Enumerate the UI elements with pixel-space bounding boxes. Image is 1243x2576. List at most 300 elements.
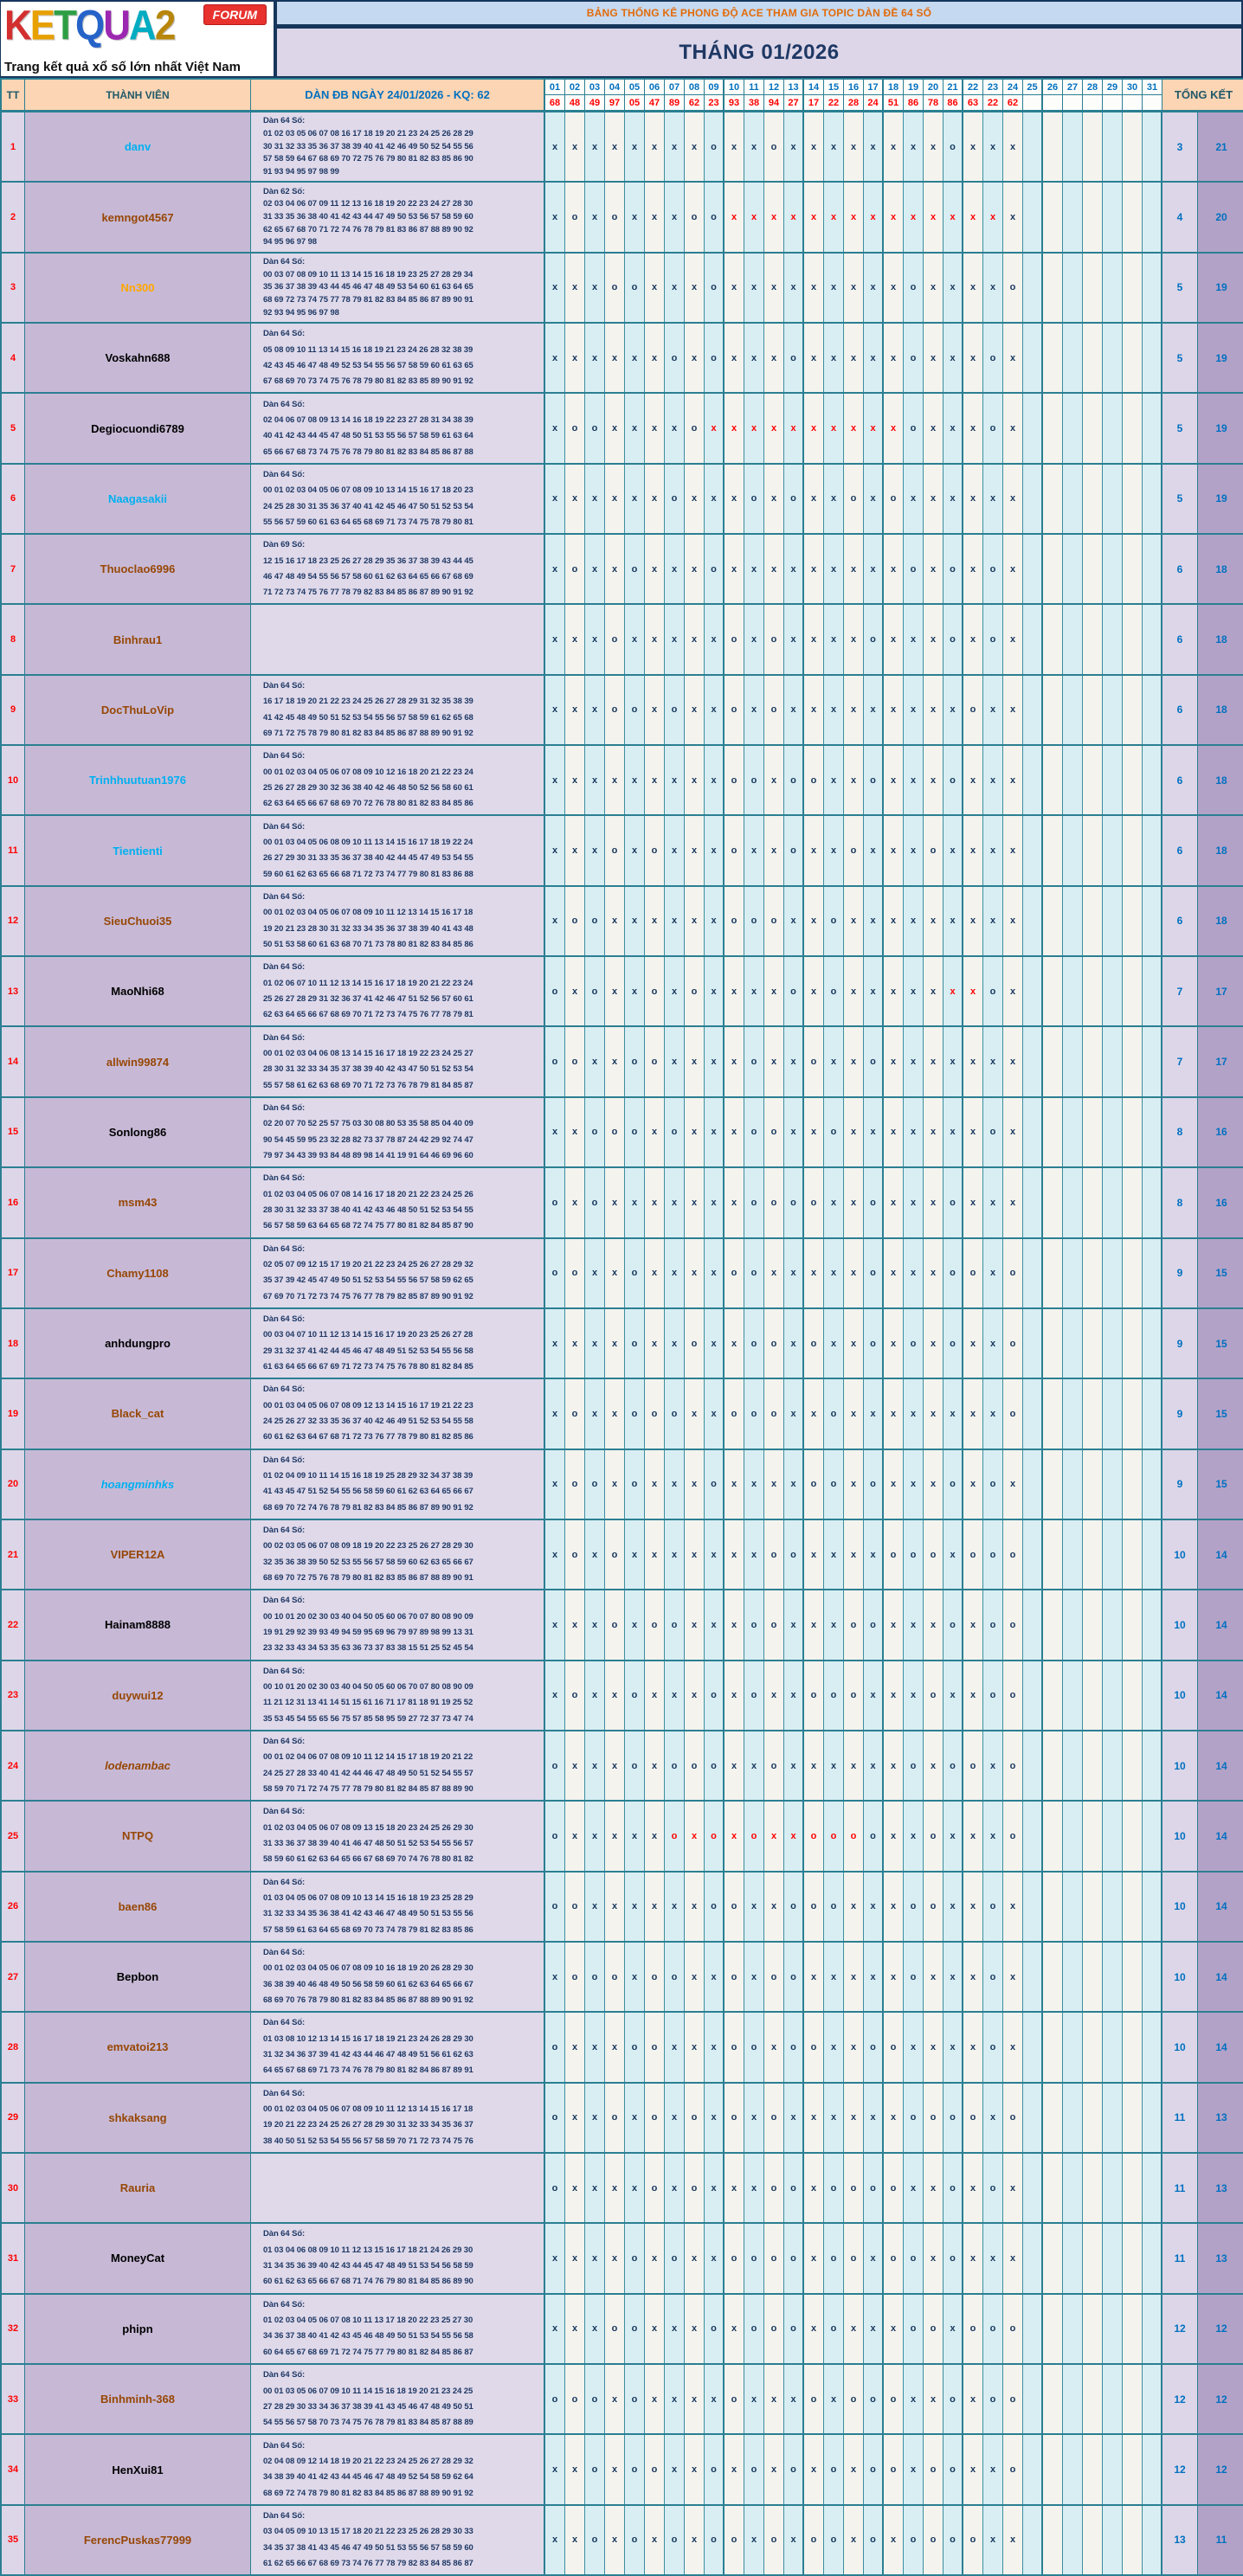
mark-miss-o: o — [725, 1943, 744, 2011]
mark-win-x: x — [545, 2435, 565, 2503]
mark-miss-o: o — [625, 1379, 645, 1448]
mark-win-x: x — [824, 605, 844, 673]
dan-label: Dàn 64 Số: — [263, 1948, 306, 1958]
day-result-number — [1123, 95, 1142, 110]
mark-win-x: x — [904, 1661, 924, 1730]
mark-win-x: x — [784, 887, 804, 955]
mark-miss-o: o — [904, 1520, 924, 1589]
mark-miss-o: o — [665, 1943, 685, 2011]
total-win-count: 15 — [1198, 1450, 1243, 1519]
mark-win-x: x — [725, 1098, 744, 1166]
mark-win-x: x — [804, 2435, 824, 2503]
total-miss-count: 4 — [1162, 183, 1198, 251]
mark-cell — [1123, 676, 1143, 744]
mark-cell — [1063, 2435, 1083, 2503]
dan-label: Dàn 64 Số: — [263, 1526, 306, 1536]
mark-cell — [1123, 1731, 1143, 1800]
mark-cell — [1043, 2084, 1063, 2152]
mark-win-x: x — [705, 394, 725, 462]
member-name: Degiocuondi6789 — [91, 421, 184, 435]
mark-win-x: x — [665, 2013, 685, 2081]
mark-cell — [1123, 1168, 1143, 1237]
mark-win-x: x — [685, 746, 705, 814]
mark-win-x: x — [983, 1731, 1003, 1800]
day-number: 23 — [983, 80, 1002, 95]
dan-numbers-line: 23 32 33 43 34 53 35 63 36 73 37 83 38 15 51 25 52 45 54 — [263, 1643, 473, 1654]
mark-cell — [1063, 535, 1083, 603]
day-column-header — [685, 80, 705, 110]
mark-win-x: x — [904, 746, 924, 814]
mark-win-x: x — [665, 1873, 685, 1941]
dan-numbers-cell — [251, 324, 545, 392]
row-number: 28 — [2, 2013, 25, 2081]
mark-cell — [1083, 1450, 1103, 1519]
total-miss-count: 6 — [1162, 746, 1198, 814]
mark-win-x: x — [744, 183, 764, 251]
mark-miss-o: o — [904, 1309, 924, 1378]
mark-cell — [1023, 112, 1043, 181]
mark-cell — [1043, 605, 1063, 673]
mark-miss-o: o — [725, 605, 744, 673]
dan-numbers-line: 00 01 02 03 04 05 06 07 08 09 10 13 14 15 16 17 18 20 23 — [263, 485, 473, 496]
member-row — [2, 465, 1241, 535]
mark-cell — [1143, 1520, 1162, 1589]
row-number: 4 — [2, 324, 25, 392]
mark-win-x: x — [585, 2154, 605, 2222]
mark-win-x: x — [645, 1802, 665, 1870]
mark-cell — [1083, 112, 1103, 181]
mark-cell — [1143, 1309, 1162, 1378]
mark-miss-o: o — [784, 1168, 804, 1237]
mark-cell — [1143, 1873, 1162, 1941]
member-name: Binhrau1 — [113, 633, 163, 646]
mark-cell — [1023, 394, 1043, 462]
dan-numbers-line: 00 01 03 05 06 07 09 10 11 14 15 16 18 19 20 21 23 24 25 — [263, 2386, 473, 2396]
mark-win-x: x — [545, 324, 565, 392]
mark-win-x: x — [804, 2154, 824, 2222]
mark-cell — [1143, 1098, 1162, 1166]
mark-win-x: x — [924, 1309, 944, 1378]
member-name-cell — [25, 254, 251, 322]
total-miss-count: 11 — [1162, 2224, 1198, 2292]
mark-win-x: x — [804, 324, 824, 392]
mark-cell — [1103, 2224, 1123, 2292]
mark-win-x: x — [605, 1731, 625, 1800]
mark-win-x: x — [944, 957, 963, 1025]
mark-win-x: x — [605, 1309, 625, 1378]
mark-win-x: x — [545, 816, 565, 884]
mark-miss-o: o — [924, 2506, 944, 2574]
logo-letter: K — [4, 2, 30, 49]
column-header-member: THÀNH VIÊN — [25, 80, 251, 110]
mark-win-x: x — [605, 2435, 625, 2503]
mark-cell — [1143, 254, 1162, 322]
mark-cell — [1063, 1731, 1083, 1800]
mark-win-x: x — [983, 887, 1003, 955]
total-win-count: 14 — [1198, 1661, 1243, 1730]
dan-numbers-cell — [251, 535, 545, 603]
mark-miss-o: o — [804, 2506, 824, 2574]
mark-win-x: x — [1003, 2013, 1023, 2081]
mark-cell — [1123, 2224, 1143, 2292]
mark-cell — [1043, 2365, 1063, 2433]
day-column-header — [963, 80, 983, 110]
mark-win-x: x — [884, 1168, 904, 1237]
member-name-cell — [25, 1027, 251, 1095]
day-result-number: 17 — [804, 95, 823, 110]
dan-numbers-cell — [251, 465, 545, 533]
mark-cell — [1063, 605, 1083, 673]
mark-win-x: x — [924, 1168, 944, 1237]
mark-cell — [1143, 1943, 1162, 2011]
member-row — [2, 2224, 1241, 2294]
mark-miss-o: o — [585, 1450, 605, 1519]
total-miss-count: 9 — [1162, 1309, 1198, 1378]
day-column-header — [1103, 80, 1123, 110]
mark-miss-o: o — [864, 1450, 884, 1519]
mark-win-x: x — [824, 1943, 844, 2011]
dan-numbers-line: 68 69 72 73 74 75 77 78 79 81 82 83 84 85 86 87 89 90 91 — [263, 295, 473, 305]
mark-cell — [1023, 2435, 1043, 2503]
mark-win-x: x — [844, 112, 864, 181]
mark-miss-o: o — [545, 2365, 565, 2433]
mark-cell — [1103, 2506, 1123, 2574]
mark-win-x: x — [764, 1661, 784, 1730]
day-number: 27 — [1063, 80, 1082, 95]
mark-cell — [1043, 1520, 1063, 1589]
mark-miss-o: o — [725, 1239, 744, 1307]
mark-win-x: x — [963, 1309, 983, 1378]
mark-miss-o: o — [904, 535, 924, 603]
site-logo-box — [0, 0, 275, 78]
mark-miss-o: o — [585, 1943, 605, 2011]
mark-win-x: x — [685, 112, 705, 181]
mark-win-x: x — [645, 746, 665, 814]
logo-letter: Q — [75, 2, 104, 49]
mark-win-x: x — [844, 1168, 864, 1237]
mark-win-x: x — [565, 816, 585, 884]
mark-miss-o: o — [565, 535, 585, 603]
mark-win-x: x — [545, 1379, 565, 1448]
mark-cell — [1143, 2084, 1162, 2152]
day-number: 09 — [705, 80, 723, 95]
member-name-cell — [25, 1309, 251, 1378]
member-name-cell — [25, 1450, 251, 1519]
mark-win-x: x — [645, 2365, 665, 2433]
dan-numbers-cell — [251, 1239, 545, 1307]
dan-numbers-line: 34 35 37 38 41 43 45 46 47 49 50 51 53 55 56 57 58 59 60 — [263, 2542, 473, 2553]
mark-cell — [1083, 2295, 1103, 2363]
row-number: 18 — [2, 1309, 25, 1378]
mark-win-x: x — [744, 2154, 764, 2222]
mark-win-x: x — [565, 2295, 585, 2363]
mark-miss-o: o — [864, 2435, 884, 2503]
mark-win-x: x — [844, 1943, 864, 2011]
mark-miss-o: o — [705, 254, 725, 322]
mark-win-x: x — [884, 1450, 904, 1519]
day-number: 17 — [864, 80, 882, 95]
mark-cell — [1043, 676, 1063, 744]
mark-miss-o: o — [625, 2295, 645, 2363]
mark-win-x: x — [844, 535, 864, 603]
mark-miss-o: o — [725, 2506, 744, 2574]
mark-cell — [1063, 676, 1083, 744]
mark-win-x: x — [744, 254, 764, 322]
mark-cell — [1063, 1661, 1083, 1730]
mark-miss-o: o — [804, 1802, 824, 1870]
mark-win-x: x — [645, 1098, 665, 1166]
mark-win-x: x — [744, 676, 764, 744]
mark-win-x: x — [725, 1309, 744, 1378]
mark-miss-o: o — [824, 2224, 844, 2292]
mark-win-x: x — [725, 2154, 744, 2222]
mark-win-x: x — [963, 1590, 983, 1659]
mark-win-x: x — [685, 605, 705, 673]
mark-win-x: x — [804, 887, 824, 955]
member-name-cell — [25, 2084, 251, 2152]
mark-win-x: x — [585, 1520, 605, 1589]
mark-win-x: x — [904, 887, 924, 955]
mark-win-x: x — [944, 1661, 963, 1730]
day-result-number — [1083, 95, 1102, 110]
mark-miss-o: o — [625, 1239, 645, 1307]
mark-win-x: x — [924, 1027, 944, 1095]
mark-miss-o: o — [983, 1520, 1003, 1589]
dan-numbers-line: 58 59 60 61 62 63 64 65 66 67 68 69 70 74 76 78 80 81 82 — [263, 1854, 473, 1865]
row-number: 22 — [2, 1590, 25, 1659]
mark-cell — [1103, 1379, 1123, 1448]
day-result-number — [1143, 95, 1162, 110]
mark-win-x: x — [725, 2295, 744, 2363]
member-row — [2, 2295, 1241, 2365]
mark-miss-o: o — [585, 1168, 605, 1237]
mark-win-x: x — [645, 324, 665, 392]
dan-label: Dàn 64 Số: — [263, 1666, 306, 1676]
mark-win-x: x — [924, 2013, 944, 2081]
mark-miss-o: o — [983, 2013, 1003, 2081]
mark-miss-o: o — [605, 676, 625, 744]
dan-label: Dàn 64 Số: — [263, 1102, 306, 1113]
row-number: 14 — [2, 1027, 25, 1095]
day-column-header — [904, 80, 924, 110]
mark-win-x: x — [585, 1802, 605, 1870]
member-name-cell — [25, 605, 251, 673]
mark-miss-o: o — [944, 2224, 963, 2292]
mark-cell — [1023, 535, 1043, 603]
mark-miss-o: o — [824, 1802, 844, 1870]
dan-label: Dàn 64 Số: — [263, 1596, 306, 1606]
mark-win-x: x — [944, 1027, 963, 1095]
member-name: Sonlong86 — [108, 1125, 167, 1139]
mark-win-x: x — [963, 535, 983, 603]
mark-cell — [1023, 816, 1043, 884]
total-miss-count: 6 — [1162, 887, 1198, 955]
mark-win-x: x — [565, 1590, 585, 1659]
mark-cell — [1143, 746, 1162, 814]
mark-cell — [1103, 324, 1123, 392]
mark-win-x: x — [804, 1239, 824, 1307]
mark-win-x: x — [605, 324, 625, 392]
day-result-number: 05 — [625, 95, 644, 110]
mark-miss-o: o — [804, 2365, 824, 2433]
mark-miss-o: o — [864, 1027, 884, 1095]
mark-miss-o: o — [605, 1943, 625, 2011]
mark-miss-o: o — [844, 1661, 864, 1730]
mark-win-x: x — [665, 2295, 685, 2363]
dan-numbers-line: 00 01 02 03 04 05 06 07 08 09 10 11 12 13 14 15 16 17 18 — [263, 2104, 473, 2115]
mark-win-x: x — [844, 2295, 864, 2363]
dan-numbers-line: 01 02 06 07 10 11 12 13 14 15 16 17 18 19 20 21 22 23 24 — [263, 978, 473, 988]
dan-numbers-line: 91 93 94 95 97 98 99 — [263, 166, 339, 177]
mark-win-x: x — [585, 2295, 605, 2363]
mark-win-x: x — [864, 112, 884, 181]
member-name-cell — [25, 535, 251, 603]
mark-win-x: x — [924, 112, 944, 181]
mark-cell — [1063, 1873, 1083, 1941]
mark-win-x: x — [625, 1802, 645, 1870]
mark-win-x: x — [565, 254, 585, 322]
mark-win-x: x — [645, 676, 665, 744]
mark-win-x: x — [605, 394, 625, 462]
member-name-cell — [25, 2435, 251, 2503]
dan-numbers-line: 00 01 02 03 04 05 06 07 08 09 10 11 12 13 14 15 16 17 18 — [263, 908, 473, 918]
mark-win-x: x — [904, 2013, 924, 2081]
mark-miss-o: o — [585, 2435, 605, 2503]
mark-cell — [1063, 2295, 1083, 2363]
dan-label: Dàn 64 Số: — [263, 2229, 306, 2239]
mark-miss-o: o — [565, 2365, 585, 2433]
mark-win-x: x — [545, 1309, 565, 1378]
mark-cell — [1063, 887, 1083, 955]
ketqua2-logo — [4, 2, 175, 49]
day-number: 06 — [645, 80, 664, 95]
mark-win-x: x — [824, 2013, 844, 2081]
mark-win-x: x — [904, 2365, 924, 2433]
dan-numbers-line: 31 33 35 36 38 40 41 42 43 44 47 49 50 53 56 57 58 59 60 — [263, 212, 473, 222]
mark-win-x: x — [844, 1520, 864, 1589]
mark-win-x: x — [864, 465, 884, 533]
mark-miss-o: o — [725, 676, 744, 744]
mark-cell — [1083, 535, 1103, 603]
mark-win-x: x — [764, 1239, 784, 1307]
mark-miss-o: o — [645, 1027, 665, 1095]
mark-miss-o: o — [545, 1027, 565, 1095]
dan-numbers-cell — [251, 1450, 545, 1519]
mark-win-x: x — [625, 1873, 645, 1941]
dan-label: Dàn 64 Số: — [263, 2088, 306, 2098]
mark-win-x: x — [625, 183, 645, 251]
total-win-count: 18 — [1198, 676, 1243, 744]
mark-win-x: x — [744, 112, 764, 181]
mark-win-x: x — [983, 746, 1003, 814]
dan-numbers-line: 41 42 45 48 49 50 51 52 53 54 55 56 57 58 59 61 62 65 68 — [263, 712, 473, 723]
mark-win-x: x — [824, 254, 844, 322]
mark-win-x: x — [744, 394, 764, 462]
mark-win-x: x — [944, 1802, 963, 1870]
total-win-count: 17 — [1198, 957, 1243, 1025]
dan-numbers-line: 55 57 58 61 62 63 68 69 70 71 72 73 76 78 79 81 84 85 87 — [263, 1080, 473, 1090]
mark-win-x: x — [565, 2084, 585, 2152]
mark-cell — [1043, 2154, 1063, 2222]
mark-miss-o: o — [764, 1379, 784, 1448]
mark-miss-o: o — [605, 816, 625, 884]
mark-cell — [1083, 816, 1103, 884]
mark-win-x: x — [844, 1098, 864, 1166]
mark-miss-o: o — [585, 957, 605, 1025]
day-result-number: 27 — [784, 95, 802, 110]
mark-win-x: x — [565, 2013, 585, 2081]
total-win-count: 14 — [1198, 1873, 1243, 1941]
column-header-tt: TT — [2, 80, 25, 110]
mark-win-x: x — [545, 1943, 565, 2011]
mark-miss-o: o — [884, 2435, 904, 2503]
dan-numbers-line: 02 20 07 70 52 25 57 75 03 30 08 80 53 35 58 85 04 40 09 — [263, 1119, 473, 1129]
member-name: Chamy1108 — [106, 1266, 169, 1280]
mark-cell — [1063, 1520, 1083, 1589]
dan-numbers-line: 42 43 45 46 47 48 49 52 53 54 55 56 57 58 59 60 61 63 65 — [263, 360, 473, 370]
mark-win-x: x — [605, 957, 625, 1025]
day-column-header — [605, 80, 625, 110]
mark-miss-o: o — [705, 1802, 725, 1870]
mark-miss-o: o — [804, 1873, 824, 1941]
mark-cell — [1043, 1239, 1063, 1307]
mark-win-x: x — [685, 465, 705, 533]
mark-win-x: x — [864, 1520, 884, 1589]
mark-win-x: x — [685, 2365, 705, 2433]
mark-win-x: x — [824, 1731, 844, 1800]
mark-miss-o: o — [545, 2084, 565, 2152]
day-result-number: 47 — [645, 95, 664, 110]
mark-win-x: x — [764, 1450, 784, 1519]
row-number: 24 — [2, 1731, 25, 1800]
mark-win-x: x — [565, 957, 585, 1025]
total-miss-count: 10 — [1162, 1520, 1198, 1589]
mark-win-x: x — [585, 676, 605, 744]
mark-miss-o: o — [725, 2013, 744, 2081]
mark-cell — [1083, 1520, 1103, 1589]
mark-win-x: x — [784, 394, 804, 462]
mark-cell — [1123, 465, 1143, 533]
mark-win-x: x — [824, 746, 844, 814]
mark-win-x: x — [1003, 676, 1023, 744]
mark-cell — [1023, 676, 1043, 744]
mark-win-x: x — [963, 957, 983, 1025]
mark-win-x: x — [685, 1239, 705, 1307]
mark-win-x: x — [685, 1379, 705, 1448]
mark-win-x: x — [545, 676, 565, 744]
mark-miss-o: o — [844, 1802, 864, 1870]
mark-cell — [1143, 1450, 1162, 1519]
member-name-cell — [25, 2506, 251, 2574]
mark-win-x: x — [645, 887, 665, 955]
mark-miss-o: o — [645, 2435, 665, 2503]
mark-win-x: x — [665, 957, 685, 1025]
day-result-number: 51 — [884, 95, 903, 110]
dan-numbers-line: 35 37 39 42 45 47 49 50 51 52 53 54 55 56 57 58 59 62 65 — [263, 1275, 473, 1286]
mark-miss-o: o — [705, 2506, 725, 2574]
mark-miss-o: o — [824, 1450, 844, 1519]
mark-cell — [1103, 254, 1123, 322]
mark-win-x: x — [904, 1802, 924, 1870]
total-win-count: 15 — [1198, 1309, 1243, 1378]
mark-win-x: x — [665, 1239, 685, 1307]
mark-win-x: x — [1003, 887, 1023, 955]
mark-miss-o: o — [963, 1239, 983, 1307]
mark-win-x: x — [884, 887, 904, 955]
mark-win-x: x — [1003, 816, 1023, 884]
mark-win-x: x — [685, 254, 705, 322]
mark-win-x: x — [884, 1098, 904, 1166]
